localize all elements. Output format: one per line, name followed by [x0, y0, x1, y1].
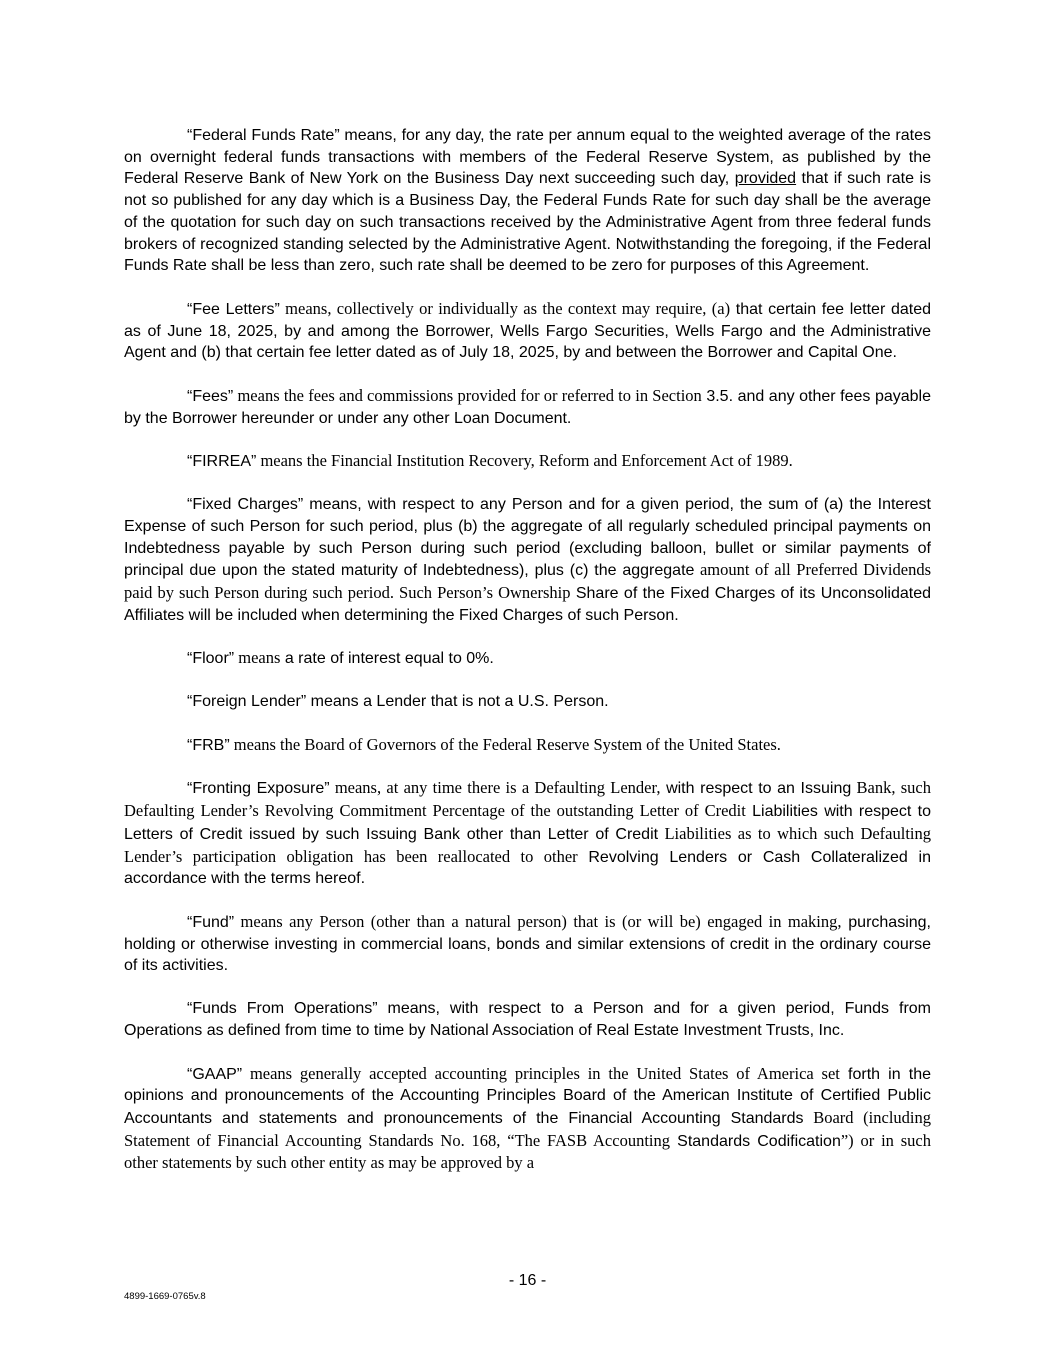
definition-text: Liabilities as to which such Defaulting Lender’s participation obligation has been reallocated to other [124, 823, 932, 866]
definition-text: means, with respect to a Person and for a given period, Funds from Operations as defined from time to time by National Association of Real Estate Investment Trusts, Inc. [124, 1000, 931, 1039]
definition-frb [124, 734, 931, 757]
underlined-word-provided: provided [734, 170, 797, 188]
definition-text: Share of the Fixed Charges of its Unconsolidated Affiliates will be included when determining the Fixed Charges of such Person. [124, 584, 931, 624]
definition-text: Standards Codification [670, 1132, 841, 1150]
defined-term: “Fronting Exposure” [187, 780, 330, 798]
defined-term: “Fee Letters” [187, 300, 280, 318]
definition-text: Bank, such Defaulting Lender’s Revolving Commitment Percentage of the outstanding Letter of Credit [124, 778, 931, 821]
definition-funds-from-operations [124, 998, 931, 1041]
definition-text: ”) or in such other statements by such other entity as may be approved by a [124, 1130, 931, 1173]
document-id: 4899-1669-0765v.8 [124, 1291, 206, 1302]
definition-fee-letters [124, 298, 931, 364]
definition-text: means, collectively or individually as the context may require, (a) [279, 298, 731, 318]
definition-text: amount of all Preferred Dividends paid by such Person during such period. Such Person’s Ownership [124, 560, 932, 602]
defined-term: “Foreign Lender” [187, 693, 307, 711]
definition-text: forth in the opinions and pronouncements of the Accounting Principles Board of the American Institute of Certified Public Accountants and statements and pronouncements of the Financial Accounting Standards [124, 1065, 932, 1127]
definition-fees [124, 385, 931, 429]
definition-text: purchasing, holding or otherwise investing in commercial loans, bonds and similar extensions of credit in the ordinary course of its activities. [124, 913, 931, 975]
defined-term: “Federal Funds Rate” [187, 127, 340, 144]
definition-text: with respect to an Issuing [660, 780, 852, 798]
defined-term: “Fund” [187, 913, 235, 931]
page-number: - 16 - [508, 1272, 547, 1289]
definition-fixed-charges [124, 494, 931, 626]
definition-text: means the fees and commissions provided for or referred to in Section [233, 386, 702, 406]
definition-text: means the Board of Governors of the Federal Reserve System of the United States. [229, 734, 781, 754]
definition-federal-funds-rate [124, 125, 931, 277]
definition-text: that certain fee letter dated as of June 18, 2025, by and among the Borrower, Wells Fargo Securities, Wells Fargo and the Administrative Agent and (b) that certain fee letter dated as of July 18, 2025, by and between the Borrower and Capital One. [124, 300, 931, 362]
definition-fund [124, 911, 931, 977]
definition-text: means, at any time there is a Defaulting Lender, [329, 778, 661, 798]
defined-term: “Funds From Operations” [187, 1000, 378, 1018]
defined-term: “Floor” [187, 650, 235, 668]
definition-text: 3.5. and any other fees payable by the Borrower hereunder or under any other Loan Document. [124, 388, 932, 427]
defined-term: “FIRREA” [187, 453, 257, 471]
definition-text: means a Lender that is not a U.S. Person. [306, 693, 609, 711]
definition-text: Revolving Lenders or Cash Collateralized in accordance with the terms hereof. [124, 848, 931, 888]
definition-text: means any Person (other than a natural person) that is (or will be) engaged in making, [234, 911, 842, 931]
definition-firrea [124, 450, 931, 473]
definition-text: Board (including Statement of Financial Accounting Standards No. 168, “The FASB Accounting [124, 1107, 931, 1150]
definition-text: means the Financial Institution Recovery, Reform and Enforcement Act of 1989. [256, 451, 793, 471]
definition-text: means, with respect to any Person and for a given period, the sum of (a) the Interest Expense of such Person for such period, plus (b) the aggregate of all regularly scheduled principal payments on Indebtedness payable by such Person during such period (excluding balloon, bullet or similar payments of principal due upon the stated maturity of Indebtedness), plus (c) the aggregate [124, 496, 932, 580]
defined-term: “FRB” [187, 736, 230, 754]
defined-term: “Fees” [187, 388, 234, 406]
definition-text: means, for any day, the rate per annum equal to the weighted average of the rates on overnight federal funds transactions with members of the Federal Reserve System, as published by the Federal Reserve Bank of New York on the Business Day next succeeding such day, [124, 127, 931, 188]
definition-text: that if such rate is not so published for any day which is a Business Day, the Federal Funds Rate for such day shall be the average of the quotation for such day on such transactions received by the Administrative Agent from three federal funds brokers of recognized standing selected by the Administrative Agent. Notwithstanding the foregoing, if the Federal Funds Rate shall be less than zero, such rate shall be deemed to be zero for purposes of this Agreement. [124, 170, 931, 275]
definition-gaap [124, 1063, 931, 1176]
definition-floor [124, 647, 931, 670]
definition-text: means generally accepted accounting principles in the United States of America set [242, 1063, 840, 1083]
definition-text: a rate of interest equal to 0%. [280, 650, 494, 668]
defined-term: “GAAP” [187, 1065, 243, 1083]
definition-foreign-lender [124, 691, 931, 713]
definition-text: means [234, 648, 281, 668]
definition-text: Liabilities with respect to Letters of Credit issued by such Issuing Bank other than Letter of Credit [124, 803, 931, 843]
document-body [124, 125, 931, 1196]
defined-term: “Fixed Charges” [187, 496, 304, 514]
definition-fronting-exposure [124, 777, 931, 890]
